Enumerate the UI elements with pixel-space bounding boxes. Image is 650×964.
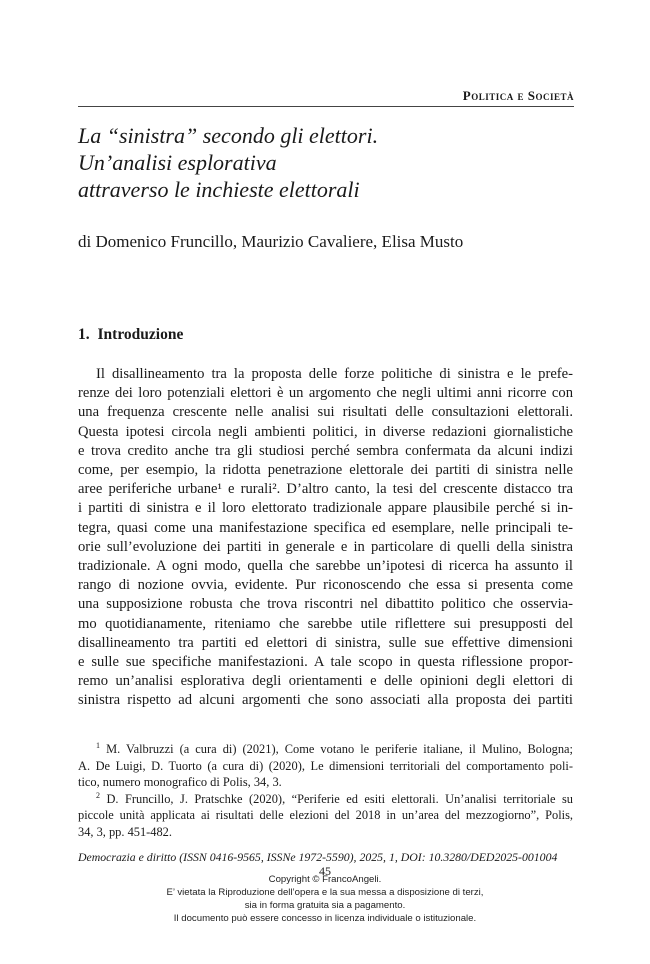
body-line: e trova credito anche tra gli studiosi perché sembra confermata da alcuni indizi <box>78 442 573 459</box>
body-line: e sulle sue specifiche manifestazioni. A tale scopo in questa riflessione propor- <box>78 654 573 671</box>
body-line: come, per esempio, la ridotta penetrazione elettorale dei partiti di sinistra nelle <box>78 462 573 479</box>
journal-citation: Democrazia e diritto (ISSN 0416-9565, ISSNe 1972-5590), 2025, 1, DOI: 10.3280/DED2025-001004 <box>78 850 558 864</box>
footnote-2-line: piccole unità applicata ai risultati delle elezioni del 2018 in un’area del mezzogiorno”, Polis, <box>78 808 573 822</box>
copyright-line: Copyright © FrancoAngeli. <box>268 874 382 885</box>
footnote-marker: 1 <box>96 741 100 750</box>
body-line: i partiti di sinistra e il loro elettorato tradizionale appare plausibile perché si in- <box>78 500 573 517</box>
body-line: renze dei loro potenziali elettori è un argomento che negli ultimi anni ricorre con <box>78 385 573 402</box>
page-number: 45 <box>319 864 331 878</box>
footnote-text: D. Fruncillo, J. Pratschke (2020), “Periferie ed esiti elettorali. Un’analisi territoriale su <box>106 791 573 806</box>
title-line: La “sinistra” secondo gli elettori. <box>78 123 379 148</box>
copyright-line: sia in forma gratuita sia a pagamento. <box>244 900 406 911</box>
article-title <box>78 122 578 203</box>
body-line: una supposizione robusta che trova riscontri nel dibattito politico che osservia- <box>78 596 573 613</box>
body-line: Questa ipotesi circola negli ambienti politici, in diverse redazioni giornalistiche <box>78 423 573 440</box>
copyright-line: E’ vietata la Riproduzione dell’opera e la sua messa a disposizione di terzi, <box>166 887 484 898</box>
body-line: aree periferiche urbane¹ e rurali². D’altro canto, la tesi del crescente distacco tra <box>78 481 573 498</box>
title-line: attraverso le inchieste elettorali <box>78 177 360 202</box>
body-line: rango di nozione ovvia, evidente. Pur riconoscendo che essa si presenta come <box>78 577 573 594</box>
section-heading <box>78 326 187 344</box>
body-line: sinistra rispetto ad alcuni argomenti che sono associati alla proposta dei partiti <box>78 692 573 709</box>
body-line: tegra, quasi come una manifestazione specifica ed esemplare, nelle principali te- <box>78 519 573 536</box>
copyright-notice <box>0 873 650 925</box>
body-line: tradizionale. A ogni modo, quella che sarebbe un’ipotesi di ricerca ha assunto il <box>78 558 573 575</box>
body-line: Il disallineamento tra la proposta delle forze politiche di sinistra e le prefe- <box>96 366 573 382</box>
footnote-2-line <box>78 791 573 808</box>
section-label: Politica e Società <box>462 88 574 103</box>
body-line: orie sull’evoluzione dei partiti in generale e in particolare di quelli della sinistra <box>78 538 573 555</box>
footnote-text: M. Valbruzzi (a cura di) (2021), Come votano le periferie italiane, il Mulino, Bologna; <box>106 742 573 756</box>
body-line: mo quotidianamente, riteniamo che sarebbe utile riflettere sui presupposti del <box>78 615 573 632</box>
article-authors: di Domenico Fruncillo, Maurizio Cavaliere, Elisa Musto <box>78 232 464 251</box>
footnote-2-line: 34, 3, pp. 451-482. <box>78 824 172 839</box>
footnotes <box>78 741 573 840</box>
section-title: Introduzione <box>97 326 184 343</box>
section-number: 1. <box>78 326 90 343</box>
footnote-1-line: A. De Luigi, D. Tuorto (a cura di) (2020), Le dimensioni territoriali del comportamento poli- <box>78 758 573 773</box>
footnote-1-line <box>78 741 573 758</box>
header-rule <box>78 106 574 107</box>
footnote-1-line: tico, numero monografico di Polis, 34, 3. <box>78 775 282 789</box>
copyright-line: Il documento può essere concesso in licenza individuale o istituzionale. <box>173 913 477 924</box>
body-paragraph <box>78 365 573 711</box>
body-line: disallineamento tra partiti ed elettori di sinistra, sulle sue effettive dimensioni <box>78 634 573 651</box>
footnote-marker: 2 <box>96 790 100 800</box>
body-line: remo un’analisi esplorativa degli orientamenti e delle opinioni degli elettori di <box>78 673 573 690</box>
title-line: Un’analisi esplorativa <box>78 150 277 175</box>
body-line: una frequenza crescente nelle analisi sui risultati delle consultazioni elettorali. <box>78 404 573 421</box>
